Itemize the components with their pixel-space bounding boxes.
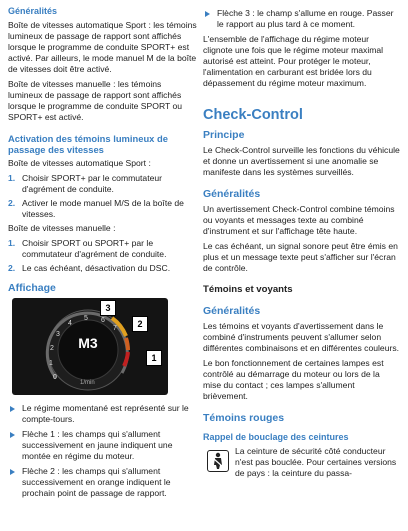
list-text: Choisir SPORT+ par le commutateur d'agrément de conduite.: [22, 173, 163, 194]
paragraph: Boîte de vitesses automatique Sport : les témoins lumineux de passage de rapport sont affichés lorsque le programme de conduite SPORT+ est activé. Par ailleurs, le mode manuel M de la boîte de vitesses doit être activé.: [8, 20, 197, 74]
tick-label: 3: [56, 331, 60, 338]
paragraph: Les témoins et voyants d'avertissement dans le combiné d'instruments peuvent s'allumer selon différentes combinaisons et en différentes couleurs.: [203, 321, 400, 353]
rpm-unit-label: 1/min: [80, 380, 95, 386]
tick-label: 5: [84, 315, 88, 322]
tick-label: 2: [50, 345, 54, 352]
triangle-bullet-icon: [10, 406, 15, 412]
callout-3: 3: [100, 300, 116, 316]
bullet-item: [8, 403, 198, 425]
list-item: [8, 173, 198, 195]
paragraph: Le Check-Control surveille les fonctions du véhicule et donne un avertissement si une anomalie se manifeste dans les systèmes surveillés.: [203, 145, 400, 177]
callout-1: 1: [146, 350, 162, 366]
bullet-text: Le régime momentané est représenté sur le compte-tours.: [22, 403, 189, 424]
paragraph: Un avertissement Check-Control combine témoins ou voyants et messages texte au combiné d'instrument et sur l'affichage tête haute.: [203, 204, 395, 236]
section-title-generalites: Généralités: [203, 188, 261, 200]
triangle-bullet-icon: [10, 469, 15, 475]
seatbelt-icon: [207, 450, 229, 472]
list-item: [8, 238, 198, 260]
paragraph: Le cas échéant, un signal sonore peut être émis en plus et un message texte peut s'afficher sur l'écran de contrôle.: [203, 241, 398, 273]
list-text: Le cas échéant, désactivation du DSC.: [22, 263, 171, 273]
label-manual: Boîte de vitesses manuelle :: [8, 223, 116, 233]
callout-2: 2: [132, 316, 148, 332]
label-auto: Boîte de vitesses automatique Sport :: [8, 158, 151, 168]
paragraph: L'ensemble de l'affichage du régime moteur clignote une fois que le régime moteur maximal autorisé est atteint. Pour protéger le moteur, l'alimentation en carburant est bridée lors du dépassement du régime moteur maximum.: [203, 34, 384, 88]
chapter-title-check-control: Check-Control: [203, 107, 303, 123]
tick-label: 4: [68, 320, 72, 327]
section-title-temoins: Témoins et voyants: [203, 284, 293, 295]
section-title-temoins-rouges: Témoins rouges: [203, 412, 285, 424]
triangle-bullet-icon: [205, 11, 210, 17]
list-item: [8, 263, 198, 274]
gear-indicator: M3: [78, 335, 98, 351]
list-text: Choisir SPORT ou SPORT+ par le commutateur d'agrément de conduite.: [22, 238, 167, 259]
seatbelt-warning: [203, 446, 400, 479]
right-column: [203, 0, 400, 479]
triangle-bullet-icon: [10, 432, 15, 438]
paragraph: Le bon fonctionnement de certaines lampes est contrôlé au démarrage du moteur ou lors de la mise du contact ; ces lampes s'allument brièvement.: [203, 358, 384, 401]
tachometer-illustration: [12, 298, 168, 395]
bullet-item: [203, 8, 400, 30]
tick-label: 0: [53, 374, 57, 381]
section-title-principe: Principe: [203, 129, 245, 141]
section-title-generalites: Généralités: [203, 305, 261, 317]
section-title-generalites: Généralités: [8, 6, 58, 16]
bullet-text: Flèche 1 : les champs qui s'allument successivement en jaune indiquent une montée en régime du moteur.: [22, 429, 173, 461]
list-number: 2.: [8, 263, 16, 273]
tick-label: 6: [101, 317, 105, 324]
bullet-item: [8, 466, 198, 499]
bullet-text: Flèche 2 : les champs qui s'allument successivement en orange indiquent le prochain point de passage de rapport.: [22, 466, 171, 498]
subsection-title-ceintures: Rappel de bouclage des ceintures: [203, 432, 349, 442]
list-number: 1.: [8, 238, 16, 248]
tick-label: 1: [49, 360, 53, 367]
section-title-affichage: Affichage: [8, 282, 56, 294]
list-number: 1.: [8, 173, 16, 183]
list-item: [8, 198, 198, 220]
list-text: Activer le mode manuel M/S de la boîte de vitesses.: [22, 198, 184, 219]
bullet-text: Flèche 3 : le champ s'allume en rouge. Passer le rapport au plus tard à ce moment.: [217, 8, 394, 29]
left-column: [8, 0, 198, 503]
section-title-activation: Activation des témoins lumineux de passage des vitesses: [8, 133, 168, 155]
tick-label: 7: [113, 325, 117, 332]
seatbelt-text: La ceinture de sécurité côté conducteur n'est pas bouclée. Pour certaines versions de pays : la ceinture du passa-: [235, 446, 397, 478]
list-number: 2.: [8, 198, 16, 208]
bullet-item: [8, 429, 198, 462]
paragraph: Boîte de vitesses manuelle : les témoins lumineux de passage de rapport sont affichés lorsque le programme de conduite SPORT ou SPORT+ est activé.: [8, 79, 183, 122]
